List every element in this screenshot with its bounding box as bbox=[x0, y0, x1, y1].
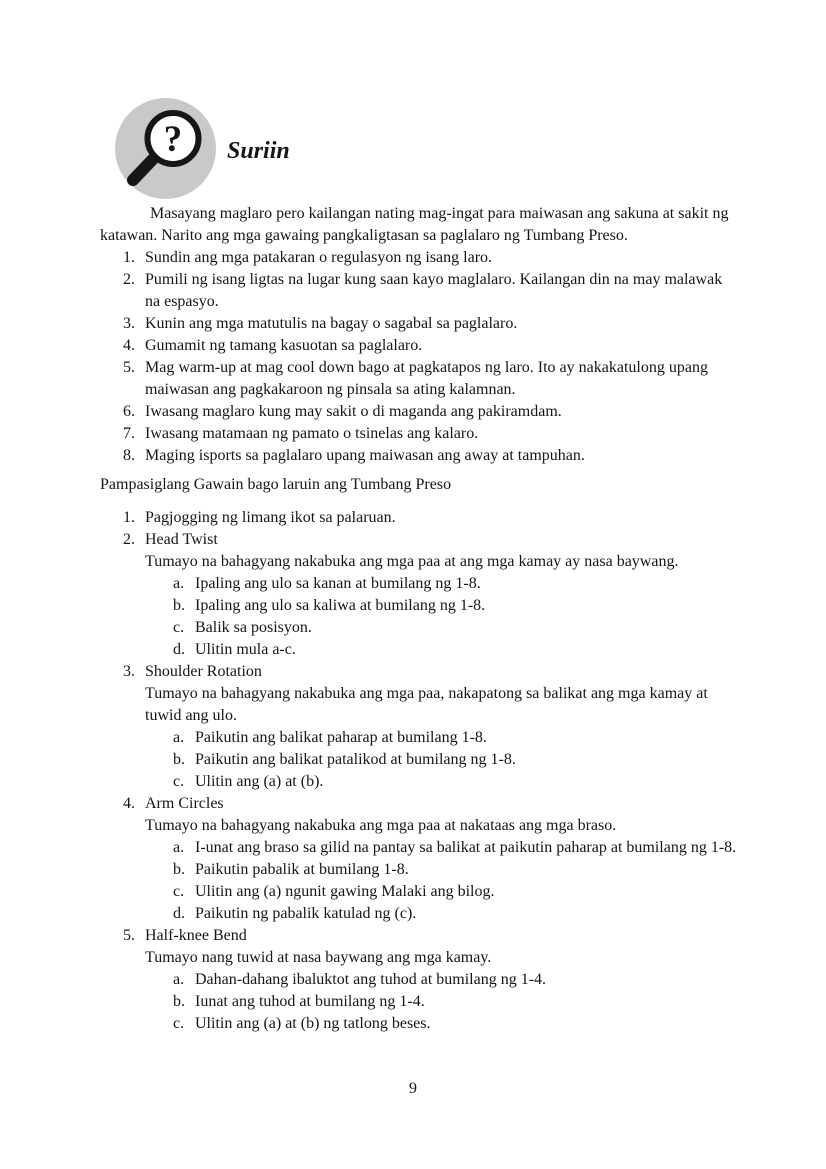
list-marker: 7. bbox=[123, 425, 135, 442]
warmup-sub-item bbox=[100, 1013, 740, 1035]
list-item-text: Kunin ang mga matutulis na bagay o sagabal sa paglalaro. bbox=[145, 315, 518, 332]
warmup-sub-item bbox=[100, 595, 740, 617]
list-item-text: Dahan-dahang ibaluktot ang tuhod at bumilang ng 1-4. bbox=[195, 971, 547, 988]
list-marker: c. bbox=[173, 773, 185, 790]
list-item-text: Shoulder Rotation bbox=[145, 663, 262, 680]
warmup-item-description: Tumayo na bahagyang nakabuka ang mga paa at nakataas ang mga braso. bbox=[145, 817, 617, 834]
list-item-text: Ulitin mula a-c. bbox=[195, 641, 296, 658]
safety-list-item bbox=[100, 423, 740, 445]
warmup-item bbox=[100, 661, 740, 683]
list-marker: 4. bbox=[123, 795, 135, 812]
list-item-text: Mag warm-up at mag cool down bago at pagkatapos ng laro. Ito ay nakakatulong upang maiwasan ang pagkakaroon ng pinsala sa ating kalamnan. bbox=[145, 359, 708, 398]
list-item-text: Ulitin ang (a) ngunit gawing Malaki ang bilog. bbox=[195, 883, 495, 900]
list-marker: 1. bbox=[123, 509, 135, 526]
warmup-heading: Pampasiglang Gawain bago laruin ang Tumbang Preso bbox=[100, 476, 452, 493]
list-marker: 6. bbox=[123, 403, 135, 420]
list-item-text: Iwasang matamaan ng pamato o tsinelas ang kalaro. bbox=[145, 425, 479, 442]
list-marker: a. bbox=[173, 971, 185, 988]
list-item-text: Paikutin pabalik at bumilang 1-8. bbox=[195, 861, 409, 878]
list-marker: b. bbox=[173, 597, 185, 614]
list-marker: d. bbox=[173, 905, 185, 922]
warmup-item-description: Tumayo na bahagyang nakabuka ang mga paa, nakapatong sa balikat ang mga kamay at tuwid ang ulo. bbox=[145, 685, 708, 724]
list-marker: d. bbox=[173, 641, 185, 658]
safety-list-item bbox=[100, 269, 740, 313]
warmup-sub-item bbox=[100, 639, 740, 661]
warmup-sub-item bbox=[100, 617, 740, 639]
warmup-sub-item bbox=[100, 749, 740, 771]
list-item-text: Ipaling ang ulo sa kanan at bumilang ng 1-8. bbox=[195, 575, 481, 592]
list-item-text: Ulitin ang (a) at (b) ng tatlong beses. bbox=[195, 1015, 431, 1032]
warmup-sub-item bbox=[100, 573, 740, 595]
list-marker: a. bbox=[173, 575, 185, 592]
magnifying-glass-question-icon bbox=[114, 97, 217, 200]
list-item-text: Paikutin ng pabalik katulad ng (c). bbox=[195, 905, 417, 922]
list-item-text: Sundin ang mga patakaran o regulasyon ng isang laro. bbox=[145, 249, 493, 266]
list-marker: a. bbox=[173, 839, 185, 856]
list-marker: b. bbox=[173, 861, 185, 878]
list-item-text: Iunat ang tuhod at bumilang ng 1-4. bbox=[195, 993, 425, 1010]
document-body bbox=[100, 203, 740, 1035]
list-item-text: Iwasang maglaro kung may sakit o di maganda ang pakiramdam. bbox=[145, 403, 562, 420]
warmup-sub-item bbox=[100, 727, 740, 749]
list-item-text: Half-knee Bend bbox=[145, 927, 247, 944]
list-item-text: Pagjogging ng limang ikot sa palaruan. bbox=[145, 509, 396, 526]
list-marker: 2. bbox=[123, 271, 135, 288]
section-header bbox=[114, 0, 826, 200]
list-marker: b. bbox=[173, 993, 185, 1010]
list-item-text: Head Twist bbox=[145, 531, 218, 548]
warmup-item bbox=[100, 793, 740, 815]
warmup-sub-item bbox=[100, 881, 740, 903]
page-number: 9 bbox=[409, 1080, 417, 1097]
list-marker: 5. bbox=[123, 927, 135, 944]
list-item-text: Ulitin ang (a) at (b). bbox=[195, 773, 324, 790]
list-marker: 4. bbox=[123, 337, 135, 354]
list-item-text: Balik sa posisyon. bbox=[195, 619, 312, 636]
warmup-sub-item bbox=[100, 771, 740, 793]
list-marker: c. bbox=[173, 619, 185, 636]
page-title: Suriin bbox=[227, 137, 290, 164]
list-marker: 3. bbox=[123, 315, 135, 332]
list-marker: 8. bbox=[123, 447, 135, 464]
list-item-text: Arm Circles bbox=[145, 795, 224, 812]
svg-text:?: ? bbox=[163, 119, 183, 160]
list-marker: a. bbox=[173, 729, 185, 746]
list-item-text: Paikutin ang balikat paharap at bumilang 1-8. bbox=[195, 729, 487, 746]
list-item-text: Paikutin ang balikat patalikod at bumilang ng 1-8. bbox=[195, 751, 516, 768]
safety-list-item bbox=[100, 401, 740, 423]
warmup-item-description: Tumayo na bahagyang nakabuka ang mga paa at ang mga kamay ay nasa baywang. bbox=[145, 553, 679, 570]
safety-list-item bbox=[100, 247, 740, 269]
list-marker: c. bbox=[173, 883, 185, 900]
list-marker: 3. bbox=[123, 663, 135, 680]
list-item-text: Gumamit ng tamang kasuotan sa paglalaro. bbox=[145, 337, 423, 354]
list-marker: 2. bbox=[123, 531, 135, 548]
list-item-text: Pumili ng isang ligtas na lugar kung saan kayo maglalaro. Kailangan din na may malawak na espasyo. bbox=[145, 271, 723, 310]
warmup-sub-item bbox=[100, 859, 740, 881]
warmup-list bbox=[100, 507, 740, 1035]
intro-paragraph: Masayang maglaro pero kailangan nating mag-ingat para maiwasan ang sakuna at sakit ng katawan. Narito ang mga gawaing pangkaligtasan sa paglalaro ng Tumbang Preso. bbox=[100, 205, 729, 244]
warmup-item-description: Tumayo nang tuwid at nasa baywang ang mga kamay. bbox=[145, 949, 492, 966]
warmup-sub-item bbox=[100, 837, 740, 859]
safety-list-item bbox=[100, 357, 740, 401]
list-marker: 1. bbox=[123, 249, 135, 266]
safety-list-item bbox=[100, 335, 740, 357]
warmup-sub-item bbox=[100, 969, 740, 991]
warmup-item bbox=[100, 529, 740, 551]
safety-list-item bbox=[100, 445, 740, 467]
list-item-text: Ipaling ang ulo sa kaliwa at bumilang ng 1-8. bbox=[195, 597, 486, 614]
list-item-text: I-unat ang braso sa gilid na pantay sa balikat at paikutin paharap at bumilang ng 1-8. bbox=[195, 839, 737, 856]
list-marker: 5. bbox=[123, 359, 135, 376]
safety-list-item bbox=[100, 313, 740, 335]
warmup-item bbox=[100, 925, 740, 947]
warmup-item bbox=[100, 507, 740, 529]
warmup-sub-item bbox=[100, 903, 740, 925]
list-marker: b. bbox=[173, 751, 185, 768]
safety-list bbox=[100, 247, 740, 467]
list-marker: c. bbox=[173, 1015, 185, 1032]
list-item-text: Maging isports sa paglalaro upang maiwasan ang away at tampuhan. bbox=[145, 447, 585, 464]
warmup-sub-item bbox=[100, 991, 740, 1013]
